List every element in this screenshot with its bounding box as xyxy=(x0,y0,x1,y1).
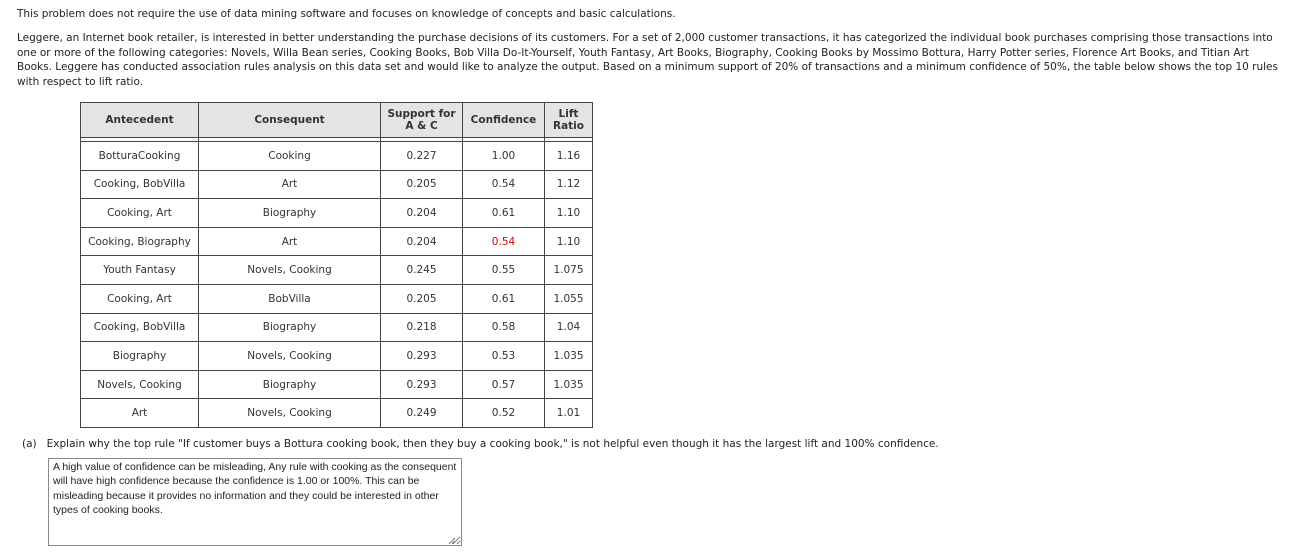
antecedent-cell: Cooking, Biography xyxy=(81,227,199,256)
lift-ratio-cell: 1.10 xyxy=(545,227,593,256)
confidence-cell: 0.61 xyxy=(463,199,545,228)
antecedent-cell: BotturaCooking xyxy=(81,142,199,171)
lift-ratio-cell: 1.04 xyxy=(545,313,593,342)
problem-text: Leggere, an Internet book retailer, is interested in better understanding the purchase decisions of its customers. For a set of 2,000 customer transactions, it has categorized the individual book purchases comprising those transactions into one or more of the following categories: Novels, Willa Bean series, Cooking Books, Bob Villa Do-It-Yourself, Youth Fantasy, Art Books, Biography, Cooking Books by Mossimo Bottura, Harry Potter series, Florence Art Books, and Titian Art Books. Leggere has conducted association rules analysis on this data set and would like to analyze the output. Based on a minimum support of 20% of transactions and a minimum confidence of 50%, the table below shows the top 10 rules with respect to lift ratio. xyxy=(17,32,1278,88)
antecedent-cell: Novels, Cooking xyxy=(81,370,199,399)
question-a xyxy=(22,437,939,451)
table-row xyxy=(81,342,593,371)
table-row xyxy=(81,170,593,199)
lift-ratio-cell: 1.035 xyxy=(545,370,593,399)
header-support xyxy=(381,103,463,138)
question-label: (a) xyxy=(22,438,37,450)
support-cell: 0.249 xyxy=(381,399,463,428)
confidence-cell: 0.58 xyxy=(463,313,545,342)
consequent-cell: Biography xyxy=(199,199,381,228)
lift-ratio-cell: 1.16 xyxy=(545,142,593,171)
consequent-cell: BobVilla xyxy=(199,284,381,313)
antecedent-cell: Cooking, BobVilla xyxy=(81,170,199,199)
support-cell: 0.293 xyxy=(381,370,463,399)
table-row xyxy=(81,256,593,285)
header-consequent: Consequent xyxy=(199,103,381,138)
confidence-cell: 0.54 xyxy=(463,170,545,199)
confidence-cell: 0.53 xyxy=(463,342,545,371)
consequent-cell: Biography xyxy=(199,370,381,399)
header-lift-label: Lift Ratio xyxy=(552,108,584,132)
lift-ratio-cell: 1.10 xyxy=(545,199,593,228)
antecedent-cell: Youth Fantasy xyxy=(81,256,199,285)
header-confidence: Confidence xyxy=(463,103,545,138)
lift-ratio-cell: 1.035 xyxy=(545,342,593,371)
table-row xyxy=(81,370,593,399)
confidence-cell: 0.52 xyxy=(463,399,545,428)
antecedent-cell: Biography xyxy=(81,342,199,371)
support-cell: 0.218 xyxy=(381,313,463,342)
header-support-label: Support for A & C xyxy=(387,108,456,132)
antecedent-cell: Cooking, BobVilla xyxy=(81,313,199,342)
antecedent-cell: Cooking, Art xyxy=(81,199,199,228)
consequent-cell: Novels, Cooking xyxy=(199,342,381,371)
confidence-cell: 1.00 xyxy=(463,142,545,171)
consequent-cell: Novels, Cooking xyxy=(199,256,381,285)
consequent-cell: Art xyxy=(199,170,381,199)
header-lift-ratio xyxy=(545,103,593,138)
lift-ratio-cell: 1.075 xyxy=(545,256,593,285)
support-cell: 0.227 xyxy=(381,142,463,171)
association-rules-table xyxy=(80,102,593,428)
resize-handle-icon[interactable] xyxy=(448,537,456,545)
confidence-cell: 0.57 xyxy=(463,370,545,399)
support-cell: 0.293 xyxy=(381,342,463,371)
support-cell: 0.204 xyxy=(381,227,463,256)
table-row xyxy=(81,313,593,342)
table-row xyxy=(81,142,593,171)
question-text: Explain why the top rule "If customer buys a Bottura cooking book, then they buy a cooking book," is not helpful even though it has the largest lift and 100% confidence. xyxy=(46,438,939,450)
table-body xyxy=(81,138,593,428)
lift-ratio-cell: 1.055 xyxy=(545,284,593,313)
answer-textarea[interactable] xyxy=(48,458,462,546)
confidence-cell: 0.55 xyxy=(463,256,545,285)
support-cell: 0.205 xyxy=(381,170,463,199)
antecedent-cell: Cooking, Art xyxy=(81,284,199,313)
consequent-cell: Novels, Cooking xyxy=(199,399,381,428)
header-antecedent: Antecedent xyxy=(81,103,199,138)
table-row xyxy=(81,227,593,256)
support-cell: 0.205 xyxy=(381,284,463,313)
support-cell: 0.245 xyxy=(381,256,463,285)
table-row xyxy=(81,199,593,228)
intro-text: This problem does not require the use of data mining software and focuses on knowledge of concepts and basic calculations. xyxy=(17,8,676,20)
consequent-cell: Art xyxy=(199,227,381,256)
confidence-cell: 0.54 xyxy=(463,227,545,256)
lift-ratio-cell: 1.12 xyxy=(545,170,593,199)
table-row xyxy=(81,399,593,428)
confidence-cell: 0.61 xyxy=(463,284,545,313)
table-header-row xyxy=(81,103,593,138)
lift-ratio-cell: 1.01 xyxy=(545,399,593,428)
table-row xyxy=(81,284,593,313)
consequent-cell: Cooking xyxy=(199,142,381,171)
support-cell: 0.204 xyxy=(381,199,463,228)
consequent-cell: Biography xyxy=(199,313,381,342)
antecedent-cell: Art xyxy=(81,399,199,428)
